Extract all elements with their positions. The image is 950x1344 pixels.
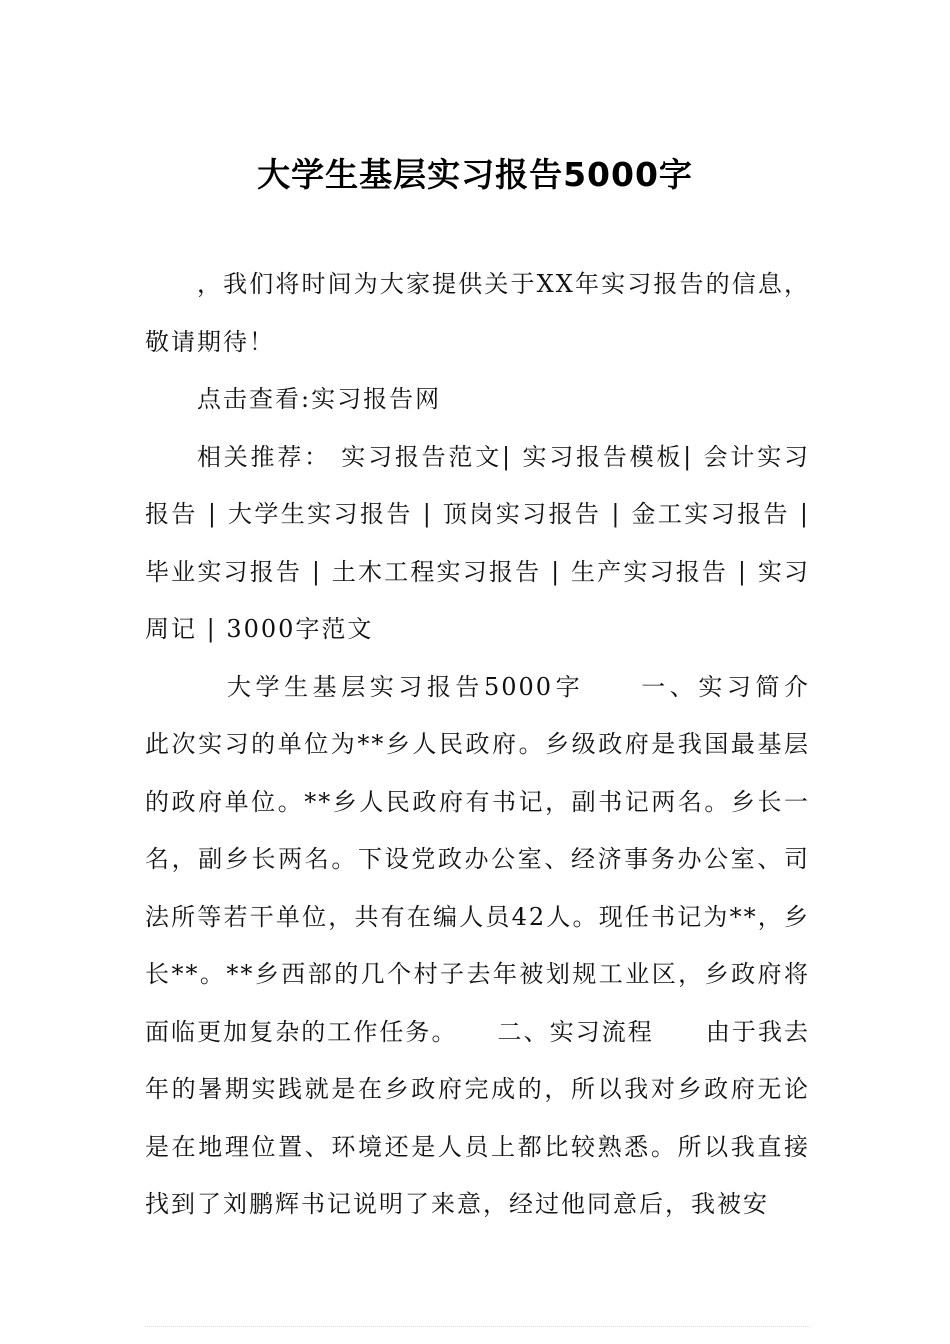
related-recommendations-paragraph: 相关推荐： 实习报告范文| 实习报告模板| 会计实习报告 | 大学生实习报告 | 顶岗实习报告 | 金工实习报告 | 毕业实习报告 | 土木工程实习报告 | 生产实习报告 | 实习周记 | 3000字范文 — [145, 442, 810, 643]
document-body — [145, 256, 862, 1234]
report-body-paragraph: 大学生基层实习报告5000字 一、实习简介 此次实习的单位为**乡人民政府。乡级政府是我国最基层的政府单位。**乡人民政府有书记，副书记两名。乡长一名，副乡长两名。下设党政办公室、经济事务办公室、司法所等若干单位，共有在编人员42人。现任书记为**，乡长**。**乡西部的几个村子去年被划规工业区，乡政府将面临更加复杂的工作任务。 二、实习流程 由于我去年的暑期实践就是在乡政府完成的，所以我对乡政府无论是在地理位置、环境还是人员上都比较熟悉。所以我直接找到了刘鹏辉书记说明了来意，经过他同意后，我被安 — [145, 672, 862, 1218]
intro-paragraph: ，我们将时间为大家提供关于XX年实习报告的信息，敬请期待！ — [145, 270, 810, 356]
footer-divider — [145, 1326, 810, 1329]
document-title: 大学生基层实习报告5000字 — [257, 155, 693, 195]
view-link-paragraph: 点击查看:实习报告网 — [197, 385, 442, 413]
